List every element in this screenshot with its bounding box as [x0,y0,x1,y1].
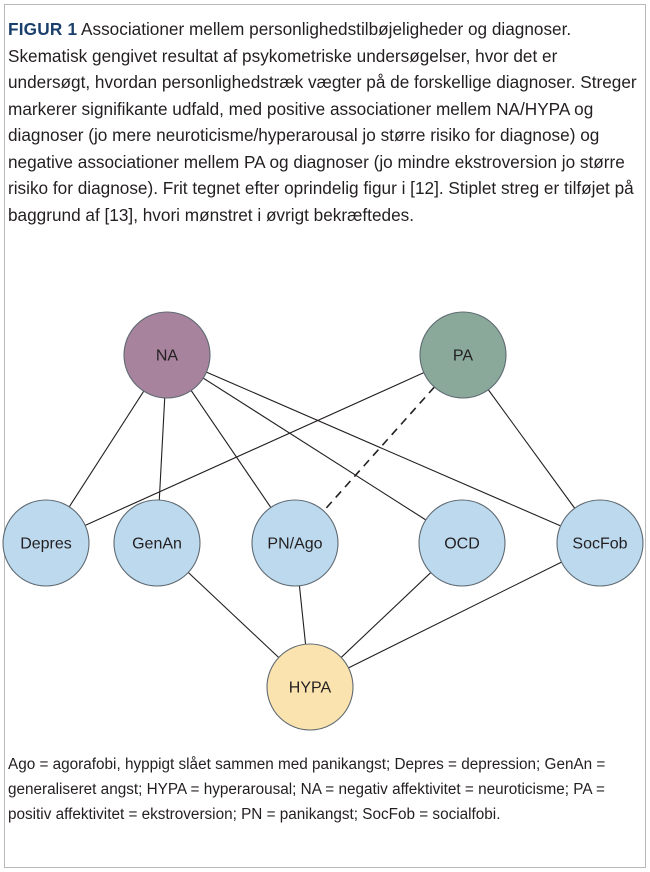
node-label-na: NA [155,347,179,365]
node-label-ocd: OCD [444,535,480,553]
edge-na-pn-ago [191,391,271,508]
node-na [124,312,210,398]
figure-label: FIGUR 1 [8,19,78,39]
node-socfob [557,500,643,586]
figure-footnote: Ago = agorafobi, hyppigt slået sammen med panikangst; Depres = depression; GenAn = generaliseret angst; HYPA = hyperarousal; NA = negativ affektivitet = neuroticisme; PA = positiv affektivitet = ekstroversion; PN = panikangst; SocFob = socialfobi. [8,756,606,823]
figure-caption-text: Associationer mellem personlighedstilbøjeligheder og diagnoser. Skematisk gengivet resultat af psykometriske undersøgelser, hvor det er undersøgt, hvordan personlighedstræk vægter på de forskellige diagnoser. Streger markerer signifikante udfald, med positive associationer mellem NA/HYPA og diagnoser (jo mere neuroticisme/hyperarousal jo større risiko for diagnose) og negative associationer mellem PA og diagnoser (jo mindre ekstroversion jo større risiko for diagnose). Frit tegnet efter oprindelig figur i [12]. Stiplet streg er tilføjet på baggrund af [13], hvori mønstret i øvrigt bekræftedes. [8,19,637,225]
edge-hypa-pn-ago [299,586,305,644]
edge-na-depres [69,391,143,507]
edge-pa-depres [85,373,424,526]
association-diagram [0,305,650,735]
node-label-pn-ago: PN/Ago [267,535,323,553]
node-label-depres: Depres [20,535,72,553]
figure-caption [8,16,638,228]
node-layer [3,312,643,730]
node-depres [3,500,89,586]
edge-na-genan [159,398,164,500]
node-genan [114,500,200,586]
node-label-hypa: HYPA [288,679,332,697]
edge-pa-socfob [488,390,574,508]
edge-na-ocd [203,378,425,520]
diagram-area [0,305,650,735]
node-label-socfob: SocFob [572,535,628,553]
node-hypa [267,644,353,730]
edge-hypa-genan [188,572,278,657]
edge-pa-pn-ago [324,387,435,511]
node-label-genan: GenAn [132,535,182,553]
edge-na-socfob [206,372,560,526]
node-label-pa: PA [452,347,474,365]
node-pa [420,312,506,398]
node-ocd [419,500,505,586]
edge-hypa-ocd [341,573,431,658]
node-pn-ago [252,500,338,586]
